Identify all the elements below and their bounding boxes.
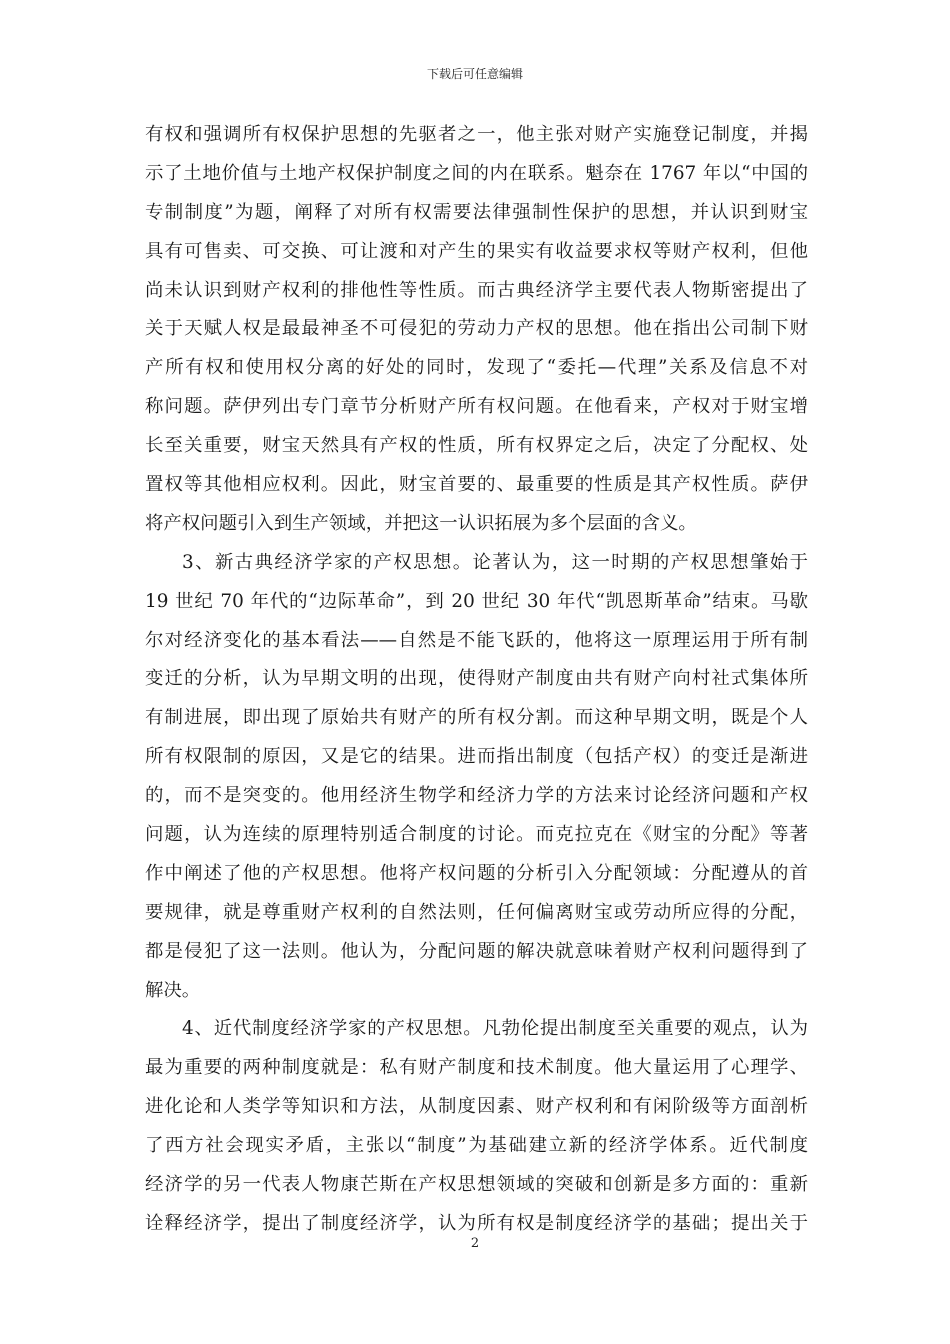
text-line: 问题，认为连续的原理特别适合制度的讨论。而克拉克在《财宝的分配》等著: [145, 824, 808, 846]
text-line: 19 世纪 70 年代的“边际革命”，到 20 世纪 30 年代“凯恩斯革命”结束。马歇: [145, 590, 808, 612]
text-line: 3、新古典经济学家的产权思想。论著认为，这一时期的产权思想肇始于: [182, 551, 808, 573]
text-line: 尔对经济变化的基本看法——自然是不能飞跃的，他将这一原理运用于所有制: [145, 629, 808, 651]
text-line: 要规律，就是尊重财产权利的自然法则，任何偏离财宝或劳动所应得的分配，: [145, 901, 808, 923]
text-line: 经济学的另一代表人物康芒斯在产权思想领域的突破和创新是多方面的：重新: [145, 1174, 808, 1196]
text-line: 专制制度”为题，阐释了对所有权需要法律强制性保护的思想，并认识到财宝: [145, 201, 808, 223]
text-line: 长至关重要，财宝天然具有产权的性质，所有权界定之后，决定了分配权、处: [145, 435, 808, 457]
text-line: 的，而不是突变的。他用经济生物学和经济力学的方法来讨论经济问题和产权: [145, 785, 808, 807]
paragraph: [145, 1010, 808, 1243]
text-line: 具有可售卖、可交换、可让渡和对产生的果实有收益要求权等财产权利，但他: [145, 240, 808, 262]
text-line: 称问题。萨伊列出专门章节分析财产所有权问题。在他看来，产权对于财宝增: [145, 396, 808, 418]
text-line: 最为重要的两种制度就是：私有财产制度和技术制度。他大量运用了心理学、: [145, 1057, 808, 1079]
text-line: 4、近代制度经济学家的产权思想。凡勃伦提出制度至关重要的观点，认为: [182, 1018, 808, 1040]
text-line: 示了土地价值与土地产权保护制度之间的内在联系。魁奈在 1767 年以“中国的: [145, 162, 808, 184]
body-text: [145, 116, 808, 1244]
page-number: 2: [470, 1236, 480, 1251]
text-line: 诠释经济学，提出了制度经济学，认为所有权是制度经济学的基础；提出关于: [145, 1212, 808, 1234]
text-line: 进化论和人类学等知识和方法，从制度因素、财产权利和有闲阶级等方面剖析: [145, 1096, 808, 1118]
text-line: 置权等其他相应权利。因此，财宝首要的、最重要的性质是其产权性质。萨伊: [145, 474, 808, 496]
text-line: 所有权限制的原因，又是它的结果。进而指出制度（包括产权）的变迁是渐进: [145, 746, 808, 768]
paragraph: [145, 116, 808, 544]
text-line: 解决。: [145, 979, 201, 1001]
paragraph: [145, 544, 808, 1011]
text-line: 尚未认识到财产权利的排他性等性质。而古典经济学主要代表人物斯密提出了: [145, 279, 808, 301]
text-line: 作中阐述了他的产权思想。他将产权问题的分析引入分配领域：分配遵从的首: [145, 862, 808, 884]
text-line: 都是侵犯了这一法则。他认为，分配问题的解决就意味着财产权利问题得到了: [145, 940, 808, 962]
text-line: 有制进展，即出现了原始共有财产的所有权分割。而这种早期文明，既是个人: [145, 707, 808, 729]
text-line: 变迁的分析，认为早期文明的出现，使得财产制度由共有财产向村社式集体所: [145, 668, 808, 690]
text-line: 产所有权和使用权分离的好处的同时，发现了“委托—代理”关系及信息不对: [145, 357, 808, 379]
text-line: 了西方社会现实矛盾，主张以“制度”为基础建立新的经济学体系。近代制度: [145, 1135, 808, 1157]
text-line: 将产权问题引入到生产领域，并把这一认识拓展为多个层面的含义。: [145, 512, 697, 534]
text-line: 关于天赋人权是最最神圣不可侵犯的劳动力产权的思想。他在指出公司制下财: [145, 318, 808, 340]
text-line: 有权和强调所有权保护思想的先驱者之一，他主张对财产实施登记制度，并揭: [145, 124, 808, 145]
page-header: 下载后可任意编辑: [426, 67, 523, 81]
